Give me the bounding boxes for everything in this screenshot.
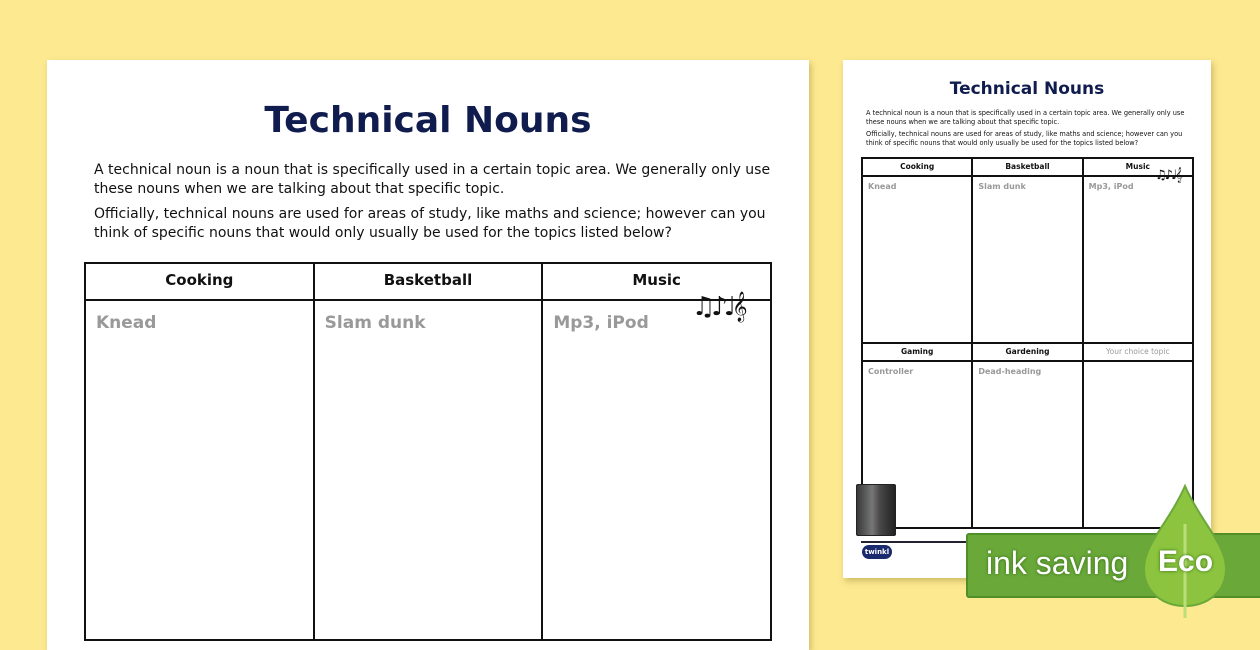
instruction-paragraph: Officially, technical nouns are used for areas of study, like maths and science; however can you think of specific nouns that would only usually be used for the topics listed below? — [94, 206, 766, 241]
ink-saving-text: ink saving — [986, 545, 1129, 581]
topic-example: Controller — [862, 361, 972, 528]
topic-example: Knead — [862, 176, 972, 343]
worksheet-preview-large — [47, 60, 809, 650]
topic-heading: Music — [1083, 158, 1193, 176]
worksheet-title: Technical Nouns — [949, 79, 1105, 99]
topics-table — [84, 262, 772, 641]
topic-heading: Your choice topic — [1083, 343, 1193, 361]
topic-heading: Cooking — [85, 263, 314, 300]
topic-heading: Music — [542, 263, 771, 300]
topic-example: Slam dunk — [314, 300, 543, 640]
intro-paragraph: A technical noun is a noun that is specifically used in a certain topic area. We generally only use these nouns when we are talking about that specific topic. — [866, 109, 1185, 126]
worksheet-title: Technical Nouns — [264, 100, 592, 141]
topic-example: Mp3, iPod — [542, 300, 771, 640]
topic-example: Dead-heading — [972, 361, 1082, 528]
eco-label: Eco — [1158, 545, 1214, 578]
music-notes-icon: ♫♪♩𝄞 — [692, 292, 744, 322]
topics-table — [861, 157, 1194, 529]
intro-paragraph: A technical noun is a noun that is specifically used in a certain topic area. We generally only use these nouns when we are talking about that specific topic. — [94, 162, 771, 197]
footer-divider — [861, 541, 981, 543]
topic-example: Slam dunk — [972, 176, 1082, 343]
instruction-paragraph: Officially, technical nouns are used for areas of study, like maths and science; however can you think of specific nouns that would only usually be used for the topics listed below? — [866, 130, 1183, 147]
topic-example: Mp3, iPod — [1083, 176, 1193, 343]
topic-heading: Gardening — [972, 343, 1082, 361]
topic-heading: Basketball — [314, 263, 543, 300]
topic-heading: Basketball — [972, 158, 1082, 176]
music-notes-icon: ♫♪♩𝄞 — [1155, 168, 1181, 183]
topic-heading: Cooking — [862, 158, 972, 176]
topic-example: Knead — [85, 300, 314, 640]
games-console-icon — [856, 484, 896, 536]
topic-heading: Gaming — [862, 343, 972, 361]
twinkl-logo: twinkl — [862, 545, 892, 559]
